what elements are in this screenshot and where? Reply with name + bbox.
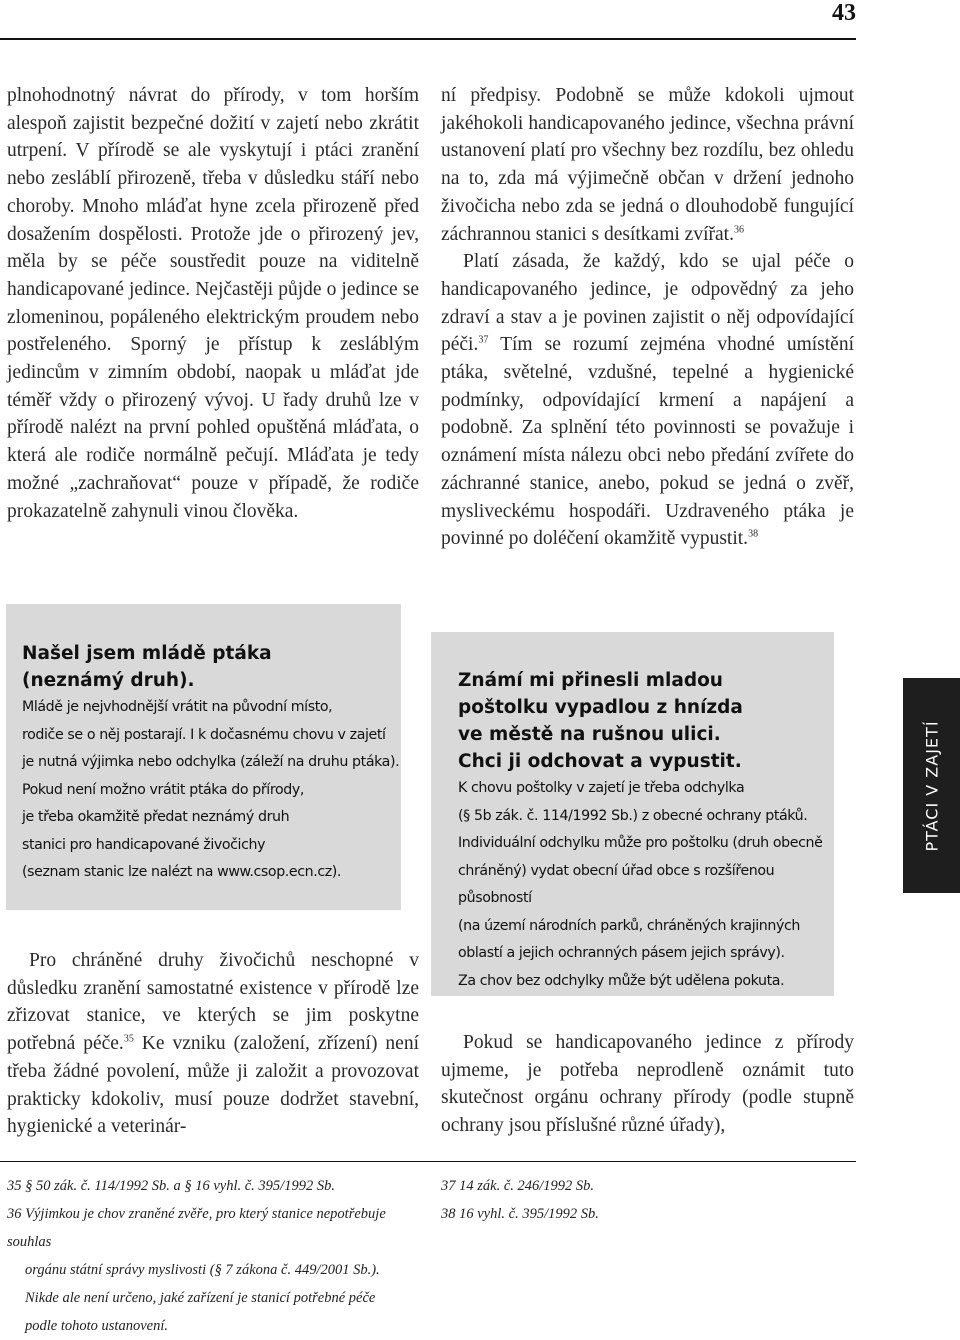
box-line: K chovu poštolky v zajetí je třeba odchylka [458, 780, 745, 796]
footnote-continuation: Nikde ale není určeno, jaké zařízení je stanicí potřebné péče [25, 1290, 376, 1306]
box-title-line: Našel jsem mládě ptáka [22, 643, 272, 664]
box-line: chráněný) vydat obecní úřad obce s rozšířenou působností [458, 862, 775, 906]
paragraph-text: ní předpisy. Podobně se může kdokoli ujmout jakéhokoli handicapovaného jedince, všechna právní ustanovení platí pro všechny bez rozdílu, bez ohledu na to, zda má výjimečně občan v držení jednoho živočicha nebo zda se jedná o dlouhodobě fungující záchrannou stanici s desítkami zvířat. [441, 85, 854, 245]
box-line: Mládě je nejvhodnější vrátit na původní místo, [22, 699, 333, 715]
box-body [6, 694, 401, 887]
paragraph-text: Platí zásada, že každý, kdo se ujal péče o handicapovaného jedince, je odpovědný za jeho zdraví a stav a je povinen zajistit o něj odpovídající péči. [441, 251, 854, 356]
footnotes-right [441, 1172, 741, 1228]
footnote-ref: 38 [748, 528, 759, 540]
section-label: PTÁCI V ZAJETÍ [922, 719, 941, 852]
info-box-kestrel [431, 632, 834, 996]
paragraph: Pokud se handicapovaného jedince z přírody ujmeme, je potřeba neprodleně oznámit tuto skutečnost orgánu ochrany přírody (podle stupně ochrany jsou příslušné různé úřady), [441, 1032, 854, 1137]
box-line: je třeba okamžitě předat neznámý druh [22, 809, 290, 825]
paragraph-text: Tím se rozumí zejména vhodné umístění ptáka, světelné, vzdušné, tepelné a hygienické podmínky, odpovídající krmení a napájení a podobně. Za splnění této povinnosti se považuje i oznámení místa nálezu obci nebo předání zvířete do záchranné stanice, anebo, pokud se jedná o zvěř, mysliveckému hospodáři. Uzdraveného ptáka je povinné po doléčení okamžitě vypustit. [441, 334, 854, 550]
footnotes-left [7, 1172, 427, 1340]
paragraph-text: Pro chráněné druhy živočichů neschopné v důsledku zranění samostatné existence v přírodě lze zřizovat stanice, ve kterých se jim poskytne potřebná péče. [7, 950, 419, 1055]
footnote-number: 36 [7, 1206, 22, 1222]
box-line: Individuální odchylku může pro poštolku (druh obecně [458, 835, 823, 851]
box-title-line: ve městě na rušnou ulici. [458, 724, 721, 745]
box-line: oblastí a jejich ochranných pásem jejich správy). [458, 945, 785, 961]
box-line: Pokud není možno vrátit ptáka do přírody, [22, 781, 304, 798]
footnote-text: Výjimkou je chov zraněné zvěře, pro který stanice nepotřebuje souhlas [7, 1206, 386, 1250]
page-number: 43 [832, 0, 856, 26]
box-line: (§ 5b zák. č. 114/1992 Sb.) z obecné ochrany ptáků. [458, 807, 808, 824]
paragraph-text: Ke vzniku (založení, zřízení) není třeba žádné povolení, může ji založit a provozovat prakticky kdokoliv, musí pouze dodržet stavební, hygienické a veterinár- [7, 1033, 420, 1138]
box-title-line: Známí mi přinesli mladou [458, 670, 723, 691]
footnote-ref: 36 [733, 224, 744, 236]
footnote-text: 14 zák. č. 246/1992 Sb. [459, 1178, 595, 1194]
box-title-line: (neznámý druh). [22, 670, 195, 691]
top-rule [0, 38, 856, 40]
paragraph: plnohodnotný návrat do přírody, v tom horším alespoň zajistit bezpečné dožití v zajetí nebo zkrátit utrpení. V přírodě se ale vyskytují i ptáci zranění nebo zesláblí přirozeně, třeba v důsledku stáří nebo choroby. Mnoho mláďat hyne zcela přirozeně před dosažením dospělosti. Protože jde o přirozený jev, měla by se péče soustředit pouze na viditelně handicapované jedince. Nejčastěji půjde o jedince se zlomeninou, popáleného elektrickým proudem nebo postřeleného. Sporný je přístup k zesláblým jedincům v zimním období, naopak u mláďat jde téměř vždy o přirozený vývoj. U řady druhů lze v přírodě nalézt na první pohled opuštěná mláďata, o která ale rodiče normálně pečují. Mláďata je tedy možné „zachraňovat“ pouze v případě, že rodiče prokazatelně zahynuli vinou člověka. [7, 85, 419, 522]
section-side-tab [903, 678, 960, 893]
footnote-text: § 50 zák. č. 114/1992 Sb. a § 16 vyhl. č. 395/1992 Sb. [25, 1178, 335, 1194]
footnote-35 [7, 1172, 427, 1200]
footnote-text: 16 vyhl. č. 395/1992 Sb. [459, 1206, 599, 1222]
box-line: (seznam stanic lze nalézt na www.csop.ecn.cz). [22, 864, 342, 880]
box-title [431, 632, 834, 775]
footnote-38 [441, 1200, 741, 1228]
left-column-bottom-text [7, 947, 419, 1141]
box-line: je nutná výjimka nebo odchylka (záleží na druhu ptáka). [22, 754, 400, 770]
footnote-number: 38 [441, 1206, 456, 1222]
box-line: rodiče se o něj postarají. I k dočasnému chovu v zajetí [22, 726, 386, 743]
paragraph [7, 947, 419, 1141]
footnote-ref: 37 [478, 334, 489, 346]
footnote-continuation: podle tohoto ustanovení. [25, 1318, 168, 1334]
paragraph [441, 82, 854, 248]
box-line: (na území národních parků, chráněných krajinných [458, 917, 800, 934]
info-box-found-chick [6, 604, 401, 910]
box-title-line: poštolku vypadlou z hnízda [458, 697, 743, 718]
left-column-top-text [7, 82, 419, 525]
footnote-36 [7, 1200, 427, 1256]
box-title [6, 604, 401, 694]
footnote-number: 35 [7, 1178, 22, 1194]
footnote-number: 37 [441, 1178, 456, 1194]
box-line: stanici pro handicapované živočichy [22, 836, 266, 853]
footnote-ref: 35 [123, 1033, 134, 1045]
footnote-37 [441, 1172, 741, 1200]
box-title-line: Chci ji odchovat a vypustit. [458, 751, 742, 772]
right-column-top-text [441, 82, 854, 553]
footnote-continuation: orgánu státní správy myslivosti (§ 7 zákona č. 449/2001 Sb.). [25, 1262, 380, 1278]
right-column-bottom-text [441, 1029, 854, 1140]
box-line: Za chov bez odchylky může být udělena pokuta. [458, 972, 785, 989]
footnote-rule [0, 1161, 856, 1162]
paragraph [441, 248, 854, 553]
box-body [431, 775, 834, 995]
